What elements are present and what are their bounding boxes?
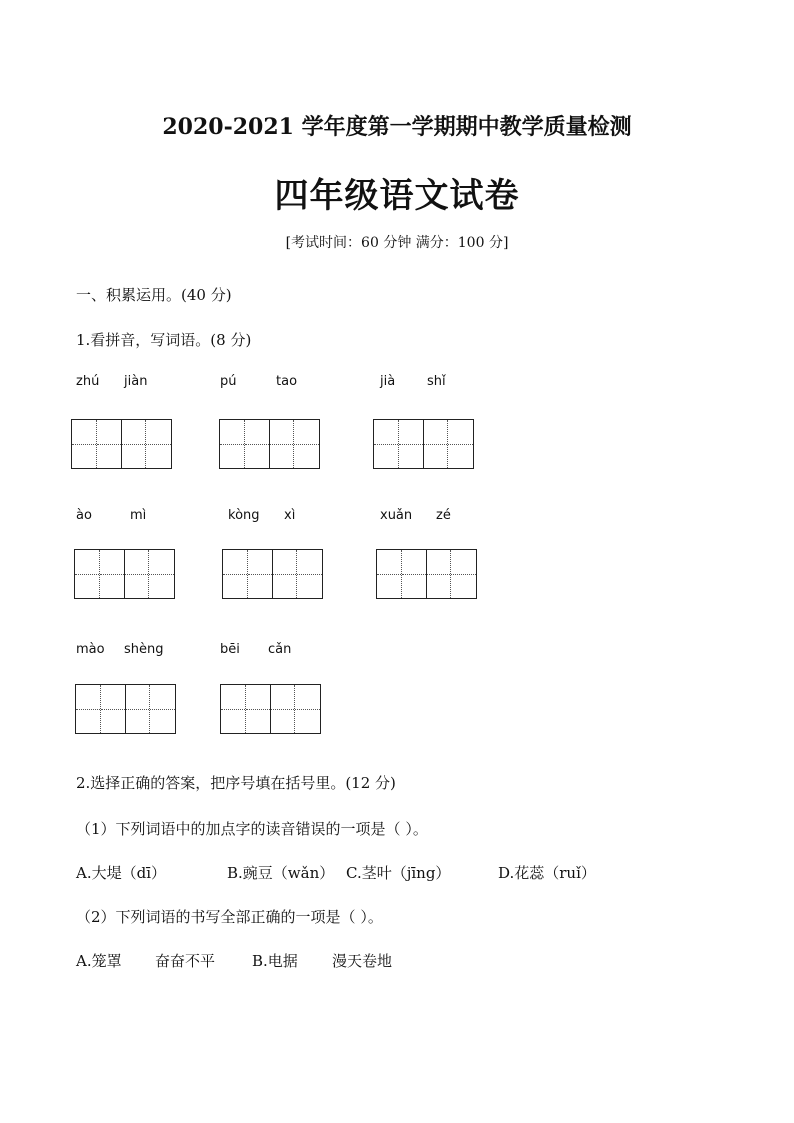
writing-grid[interactable] bbox=[220, 684, 321, 734]
writing-grid[interactable] bbox=[75, 684, 176, 734]
option: A.大堤（dī） bbox=[76, 864, 167, 882]
pinyin: ào bbox=[76, 508, 92, 523]
writing-grid[interactable] bbox=[71, 419, 172, 469]
pinyin: xuǎn bbox=[380, 508, 413, 523]
pinyin: tao bbox=[276, 374, 298, 389]
option: 漫天卷地 bbox=[332, 952, 393, 970]
pinyin: zhú bbox=[76, 374, 100, 389]
option: B.电据 bbox=[252, 952, 298, 970]
pinyin: mì bbox=[130, 508, 147, 523]
exam-info: [考试时间：60 分钟 满分：100 分] bbox=[285, 235, 509, 251]
section-heading: 一、积累运用。(40 分) bbox=[76, 286, 232, 304]
exam-title: 四年级语文试卷 bbox=[274, 176, 520, 216]
pinyin: bēi bbox=[220, 642, 240, 657]
option: D.花蕊（ruǐ） bbox=[498, 864, 596, 882]
pinyin: jiàn bbox=[124, 374, 148, 389]
question-2-sub1: （1）下列词语中的加点字的读音错误的一项是（ ）。 bbox=[76, 820, 428, 838]
exam-subtitle: 2020-2021 学年度第一学期期中教学质量检测 bbox=[162, 114, 632, 140]
pinyin: xì bbox=[284, 508, 296, 523]
option: A.笼罩 bbox=[76, 952, 122, 970]
option: 奋奋不平 bbox=[155, 952, 216, 970]
writing-grid[interactable] bbox=[74, 549, 175, 599]
option: C.茎叶（jīng） bbox=[346, 864, 451, 882]
pinyin: mào bbox=[76, 642, 105, 657]
writing-grid[interactable] bbox=[373, 419, 474, 469]
pinyin: jià bbox=[380, 374, 396, 389]
option: B.豌豆（wǎn） bbox=[227, 864, 335, 882]
question-2-label: 2.选择正确的答案，把序号填在括号里。(12 分) bbox=[76, 774, 396, 792]
writing-grid[interactable] bbox=[219, 419, 320, 469]
pinyin: shèng bbox=[124, 642, 164, 657]
pinyin: cǎn bbox=[268, 642, 292, 657]
writing-grid[interactable] bbox=[376, 549, 477, 599]
pinyin: kòng bbox=[228, 508, 260, 523]
question-2-sub2: （2）下列词语的书写全部正确的一项是（ ）。 bbox=[76, 908, 383, 926]
question-1-label: 1.看拼音，写词语。(8 分) bbox=[76, 331, 252, 349]
pinyin: shǐ bbox=[427, 374, 446, 389]
pinyin: zé bbox=[436, 508, 451, 523]
pinyin: pú bbox=[220, 374, 237, 389]
writing-grid[interactable] bbox=[222, 549, 323, 599]
